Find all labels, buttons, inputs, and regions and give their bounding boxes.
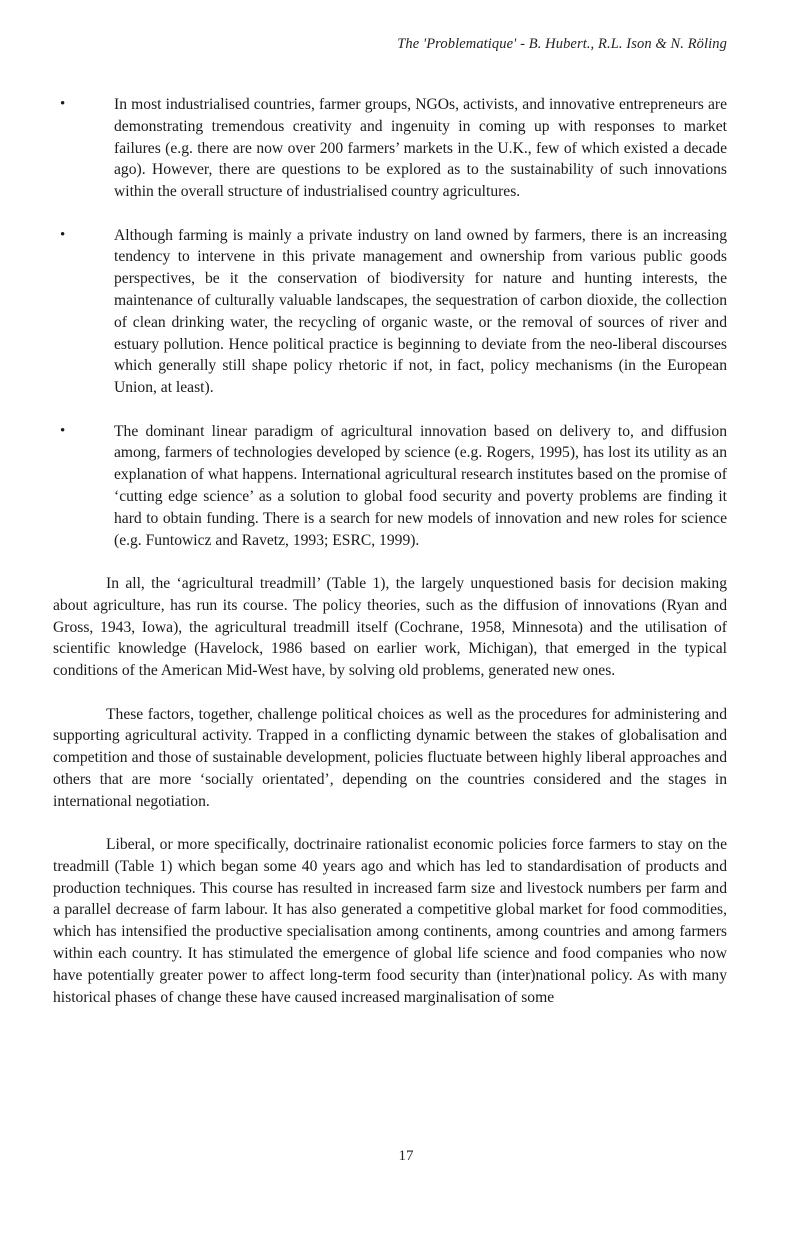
bullet-item: [53, 421, 727, 552]
body-paragraph: In all, the ‘agricultural treadmill’ (Table 1), the largely unquestioned basis for decision making about agriculture, has run its course. The policy theories, such as the diffusion of innovations (Ryan and Gross, 1943, Iowa), the agricultural treadmill itself (Cochrane, 1958, Minnesota) and the utilisation of scientific knowledge (Havelock, 1986 based on earlier work, Michigan), that emerged in the typical conditions of the American Mid-West have, by solving old problems, generated new ones.: [53, 574, 727, 680]
bullet-text: In most industrialised countries, farmer groups, NGOs, activists, and innovative entrepreneurs are demonstrating tremendous creativity and ingenuity in coming up with responses to market failures (e.g. there are now over 200 farmers’ markets in the U.K., few of which existed a decade ago). However, there are questions to be explored as to the sustainability of such innovations within the overall structure of industrialised country agricultures.: [114, 96, 727, 201]
page-number: 17: [398, 1148, 414, 1164]
running-header: The 'Problematique' - B. Hubert., R.L. Ison & N. Röling: [397, 36, 727, 52]
body-paragraph: These factors, together, challenge political choices as well as the procedures for administering and supporting agricultural activity. Trapped in a conflicting dynamic between the stakes of globalisation and competition and those of sustainable development, policies fluctuate between highly liberal approaches and others that are more ‘socially orientated’, depending on the countries considered and the stages in international negotiation.: [53, 705, 727, 810]
bullet-item: [53, 225, 727, 399]
bullet-text: The dominant linear paradigm of agricultural innovation based on delivery to, and diffusion among, farmers of technologies developed by science (e.g. Rogers, 1995), has lost its utility as an explanation of what happens. International agricultural research institutes based on the promise of ‘cutting edge science’ as a solution to global food security and poverty problems are finding it hard to obtain funding. There is a search for new models of innovation and new roles for science (e.g. Funtowicz and Ravetz, 1993; ESRC, 1999).: [114, 422, 727, 549]
body-paragraph: Liberal, or more specifically, doctrinaire rationalist economic policies force farmers to stay on the treadmill (Table 1) which began some 40 years ago and which has led to standardisation of products and production techniques. This course has resulted in increased farm size and livestock numbers per farm and a parallel decrease of farm labour. It has also generated a competitive global market for food commodities, which has intensified the productive specialisation among continents, among countries and among farmers within each country. It has stimulated the emergence of global life science and food companies who now have potentially greater power to affect long-term food security than (inter)national policy. As with many historical phases of change these have caused increased marginalisation of some: [53, 836, 727, 1006]
bullet-marker: •: [60, 226, 66, 243]
page-body: [53, 94, 727, 1030]
bullet-marker: •: [60, 422, 66, 439]
bullet-item: [53, 94, 727, 203]
bullet-text: Although farming is mainly a private industry on land owned by farmers, there is an increasing tendency to intervene in this private management and ownership from various public goods perspectives, be it the conservation of biodiversity for nature and hunting interests, the maintenance of culturally valuable landscapes, the sequestration of carbon dioxide, the collection of clean drinking water, the recycling of organic waste, or the removal of sources of river and estuary pollution. Hence political practice is beginning to deviate from the neo-liberal discourses which generally still shape policy rhetoric if not, in fact, policy mechanisms (in the European Union, at least).: [114, 226, 727, 397]
bullet-marker: •: [60, 96, 66, 112]
